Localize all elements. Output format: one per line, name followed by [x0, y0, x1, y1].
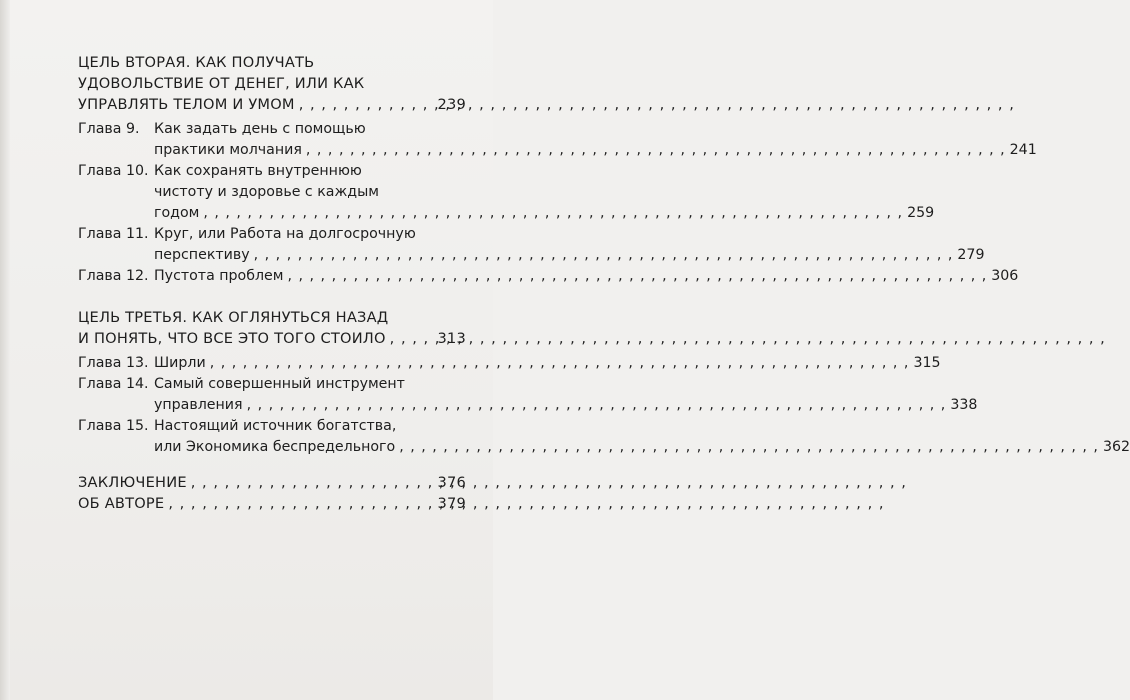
part-two-line-2: УДОВОЛЬСТВИЕ ОТ ДЕНЕГ, ИЛИ КАК [78, 75, 365, 92]
toc-entry-chapter-14 [78, 374, 978, 416]
chapter-title-line: управления [154, 397, 243, 413]
dot-leader [288, 266, 988, 287]
dot-leader [399, 437, 1099, 458]
chapter-title-line: Пустота проблем [154, 268, 284, 284]
dot-leader [191, 472, 434, 493]
page-number: 239 [437, 96, 466, 113]
part-three-last-line [78, 328, 466, 349]
page-number: 362 [1102, 439, 1130, 455]
toc-entry-chapter-13 [78, 353, 941, 374]
part-three-line-2: И ПОНЯТЬ, ЧТО ВСЕ ЭТО ТОГО СТОИЛО [78, 330, 386, 347]
dot-leader [210, 353, 910, 374]
dot-leader [254, 245, 954, 266]
chapter-title-line: годом [154, 205, 200, 221]
chapter-title-line: Настоящий источник богатства, [154, 418, 397, 434]
dot-leader [306, 140, 1006, 161]
chapter-title-line: практики молчания [154, 142, 302, 158]
part-two-last-line [78, 94, 466, 115]
page-number: 259 [907, 205, 935, 221]
part-three-line-1: ЦЕЛЬ ТРЕТЬЯ. КАК ОГЛЯНУТЬСЯ НАЗАД [78, 309, 389, 326]
chapter-number: Глава 9. [78, 121, 140, 137]
chapter-number: Глава 15. [78, 418, 149, 434]
page-number: 279 [957, 247, 985, 263]
toc-entry-chapter-9 [78, 119, 1037, 161]
toc-entry-chapter-12 [78, 266, 1019, 287]
toc-entry-chapter-10 [78, 161, 935, 224]
chapter-number: Глава 12. [78, 268, 149, 284]
chapter-number: Глава 14. [78, 376, 149, 392]
chapter-title-line: Круг, или Работа на долгосрочную [154, 226, 416, 242]
chapter-title-line: Самый совершенный инструмент [154, 376, 405, 392]
chapter-title-line: Ширли [154, 355, 206, 371]
dot-leader [203, 203, 903, 224]
page-number: 313 [437, 330, 466, 347]
page-number: 315 [913, 355, 941, 371]
chapter-number: Глава 10. [78, 163, 149, 179]
part-two-heading [78, 52, 466, 115]
about-author-label: ОБ АВТОРЕ [78, 495, 165, 512]
part-two-line-1: ЦЕЛЬ ВТОРАЯ. КАК ПОЛУЧАТЬ [78, 54, 315, 71]
page-number: 241 [1009, 142, 1037, 158]
page-number: 376 [437, 474, 466, 491]
conclusion-label: ЗАКЛЮЧЕНИЕ [78, 474, 187, 491]
page-number: 379 [437, 495, 466, 512]
part-three-heading [78, 307, 466, 349]
chapter-title-line: перспективу [154, 247, 250, 263]
dot-leader [299, 94, 434, 115]
page-spine-shadow [0, 0, 10, 700]
table-of-contents [78, 52, 1130, 514]
toc-entry-chapter-11 [78, 224, 985, 266]
chapter-title-line: или Экономика беспредельного [154, 439, 396, 455]
page-number: 338 [950, 397, 978, 413]
page-number: 306 [991, 268, 1019, 284]
part-two-line-3: УПРАВЛЯТЬ ТЕЛОМ И УМОМ [78, 96, 295, 113]
chapter-number: Глава 13. [78, 355, 149, 371]
toc-entry-chapter-15 [78, 416, 1130, 458]
dot-leader [247, 395, 947, 416]
chapter-title-line: Как сохранять внутреннюю [154, 163, 362, 179]
toc-entry-about-author [78, 493, 466, 514]
chapter-number: Глава 11. [78, 226, 149, 242]
toc-entry-conclusion [78, 472, 466, 493]
dot-leader [390, 328, 434, 349]
chapter-title-line: чистоту и здоровье с каждым [154, 184, 379, 200]
chapter-title-line: Как задать день с помощью [154, 121, 366, 137]
dot-leader [168, 493, 433, 514]
